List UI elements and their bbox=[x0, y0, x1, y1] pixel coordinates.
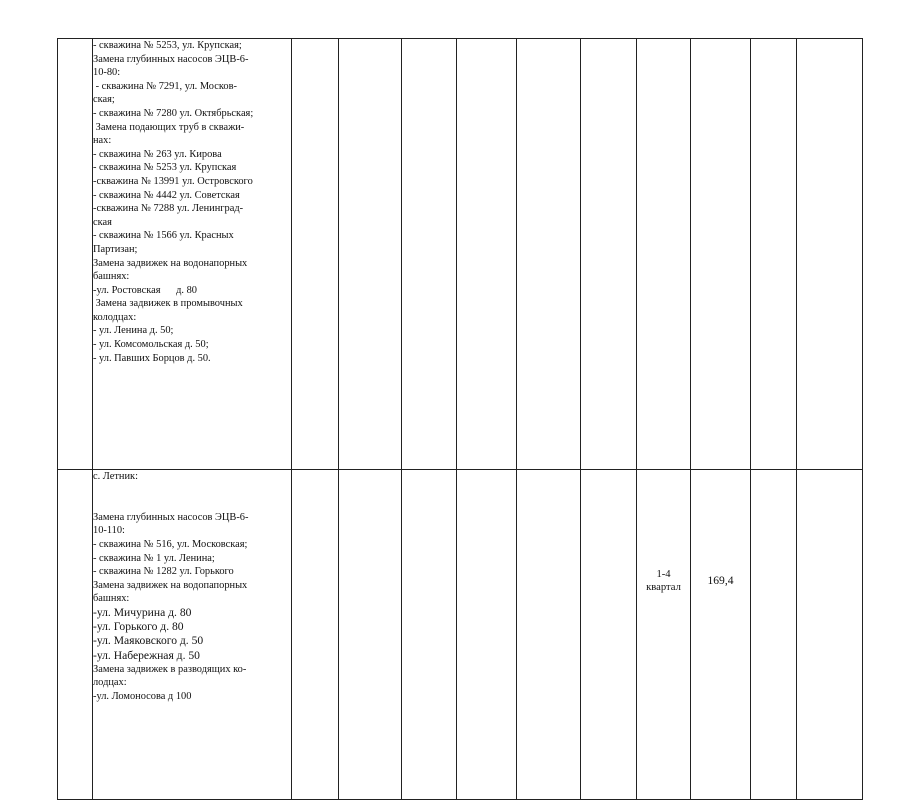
work-line: ская; bbox=[93, 94, 115, 106]
work-line: - скважина № 4442 ул. Советская bbox=[93, 189, 240, 201]
work-description-cell bbox=[93, 39, 292, 470]
table-row bbox=[58, 39, 863, 470]
table-row bbox=[58, 470, 863, 800]
period-cell bbox=[637, 39, 691, 470]
work-description-cell bbox=[93, 470, 292, 800]
work-line: -ул. Горького д. 80 bbox=[93, 620, 184, 634]
work-line: 10-80: bbox=[93, 67, 121, 79]
work-line: - скважина № 7291, ул. Москов- bbox=[93, 80, 237, 92]
work-line: -ул. Маяковского д. 50 bbox=[93, 634, 204, 648]
amount-cell bbox=[691, 39, 751, 470]
work-line: -ул. Мичурина д. 80 bbox=[93, 605, 192, 619]
work-line: - скважина № 7280 ул. Октябрьская; bbox=[93, 107, 254, 119]
work-line: башнях: bbox=[93, 271, 130, 283]
amount-cell: 169,4 bbox=[691, 470, 751, 800]
work-line: -ул. Набережная д. 50 bbox=[93, 648, 200, 662]
work-line: с. Летник: bbox=[93, 471, 138, 482]
work-line: - скважина № 516, ул. Московская; bbox=[93, 538, 248, 550]
work-line: - ул. Павших Борцов д. 50. bbox=[93, 352, 211, 364]
work-line: - скважина № 5253, ул. Крупская; bbox=[93, 40, 242, 51]
period-cell: 1-4 квартал bbox=[637, 470, 691, 800]
work-line: Замена задвижек в промывочных bbox=[93, 298, 243, 310]
work-line: Замена задвижек на водопапорных bbox=[93, 579, 248, 591]
work-line: 10-110: bbox=[93, 525, 125, 537]
work-line: -ул. Ломоносова д 100 bbox=[93, 690, 192, 702]
work-line: -ул. Ростовская д. 80 bbox=[93, 284, 197, 296]
work-line bbox=[93, 497, 291, 511]
work-line: ская bbox=[93, 216, 112, 228]
work-line: колодцах: bbox=[93, 311, 137, 323]
work-line: -скважина № 13991 ул. Островского bbox=[93, 175, 253, 187]
work-line: Замена глубинных насосов ЭЦВ-6- bbox=[93, 511, 249, 523]
work-line: Замена подающих труб в скважи- bbox=[93, 121, 245, 133]
number-cell bbox=[58, 470, 93, 800]
work-line: - скважина № 1282 ул. Горького bbox=[93, 566, 234, 578]
work-line: - скважина № 263 ул. Кирова bbox=[93, 148, 222, 160]
work-line: Партизан; bbox=[93, 243, 138, 255]
work-line: - ул. Ленина д. 50; bbox=[93, 325, 174, 337]
work-line: Замена глубинных насосов ЭЦВ-6- bbox=[93, 53, 249, 65]
work-line bbox=[93, 484, 291, 498]
work-line: лодцах: bbox=[93, 677, 127, 689]
work-line: башнях: bbox=[93, 593, 130, 605]
work-line: Замена задвижек на водонапорных bbox=[93, 257, 248, 269]
number-cell bbox=[58, 39, 93, 470]
work-line: -скважина № 7288 ул. Ленинград- bbox=[93, 203, 244, 215]
work-line: - скважина № 1566 ул. Красных bbox=[93, 230, 234, 242]
plan-table bbox=[57, 38, 863, 800]
work-line: Замена задвижек в разводящих ко- bbox=[93, 663, 247, 675]
work-line: - скважина № 1 ул. Ленина; bbox=[93, 552, 215, 564]
work-line: - скважина № 5253 ул. Крупская bbox=[93, 162, 237, 174]
work-line: нах: bbox=[93, 135, 112, 147]
work-line: - ул. Комсомольская д. 50; bbox=[93, 339, 209, 351]
